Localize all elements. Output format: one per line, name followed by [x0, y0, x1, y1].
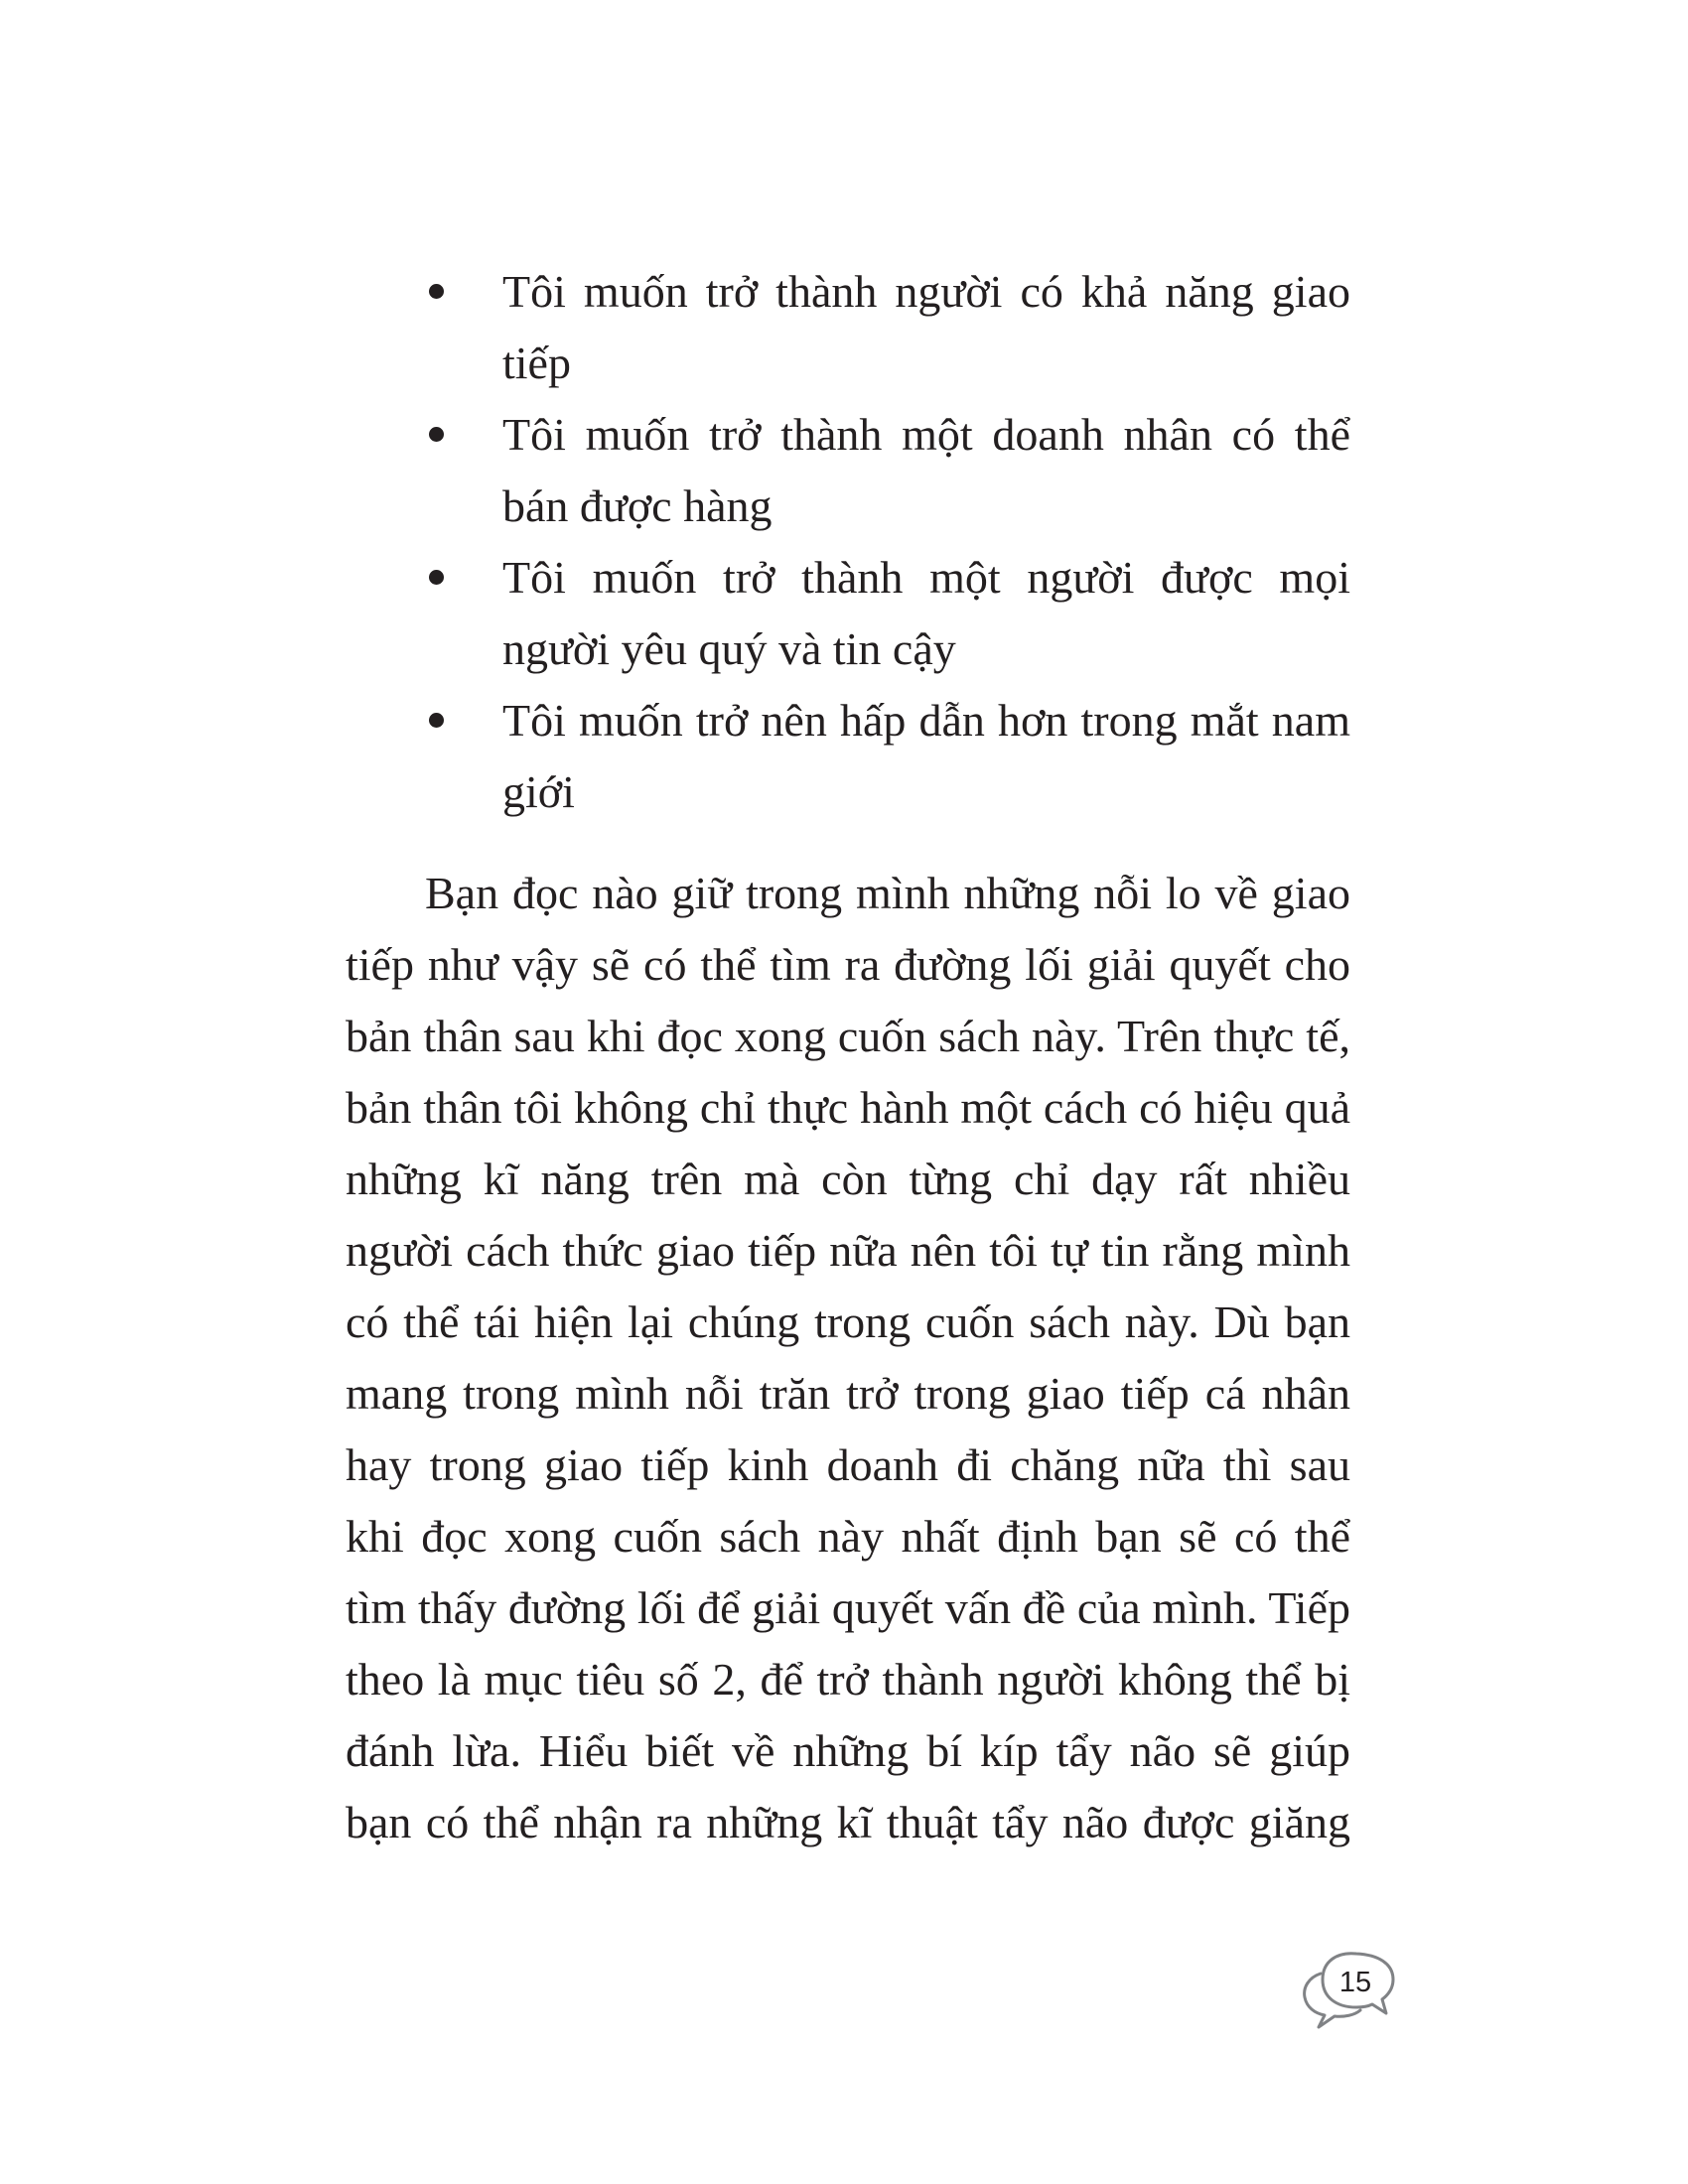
list-item [346, 542, 1350, 685]
page-number: 15 [1338, 1967, 1372, 1998]
list-item [346, 256, 1350, 399]
list-item-text: Tôi muốn trở thành người có khả năng giao tiếp [502, 266, 1350, 388]
list-item-text: Tôi muốn trở thành một doanh nhân có thể bán được hàng [502, 409, 1350, 531]
page-number-badge [1301, 1948, 1396, 2033]
body-paragraph: Bạn đọc nào giữ trong mình những nỗi lo về giao tiếp như vậy sẽ có thể tìm ra đường lối giải quyết cho bản thân sau khi đọc xong cuốn sách này. Trên thực tế, bản thân tôi không chỉ thực hành một cách có hiệu quả những kĩ năng trên mà còn từng chỉ dạy rất nhiều người cách thức giao tiếp nữa nên tôi tự tin rằng mình có thể tái hiện lại chúng trong cuốn sách này. Dù bạn mang trong mình nỗi trăn trở trong giao tiếp cá nhân hay trong giao tiếp kinh doanh đi chăng nữa thì sau khi đọc xong cuốn sách này nhất định bạn sẽ có thể tìm thấy đường lối để giải quyết vấn đề của mình. Tiếp theo là mục tiêu số 2, để trở thành người không thể bị đánh lừa. Hiểu biết về những bí kíp tẩy não sẽ giúp bạn có thể nhận ra những kĩ thuật tẩy não được giăng [346, 868, 1350, 1847]
list-item [346, 399, 1350, 542]
list-item-text: Tôi muốn trở nên hấp dẫn hơn trong mắt nam giới [502, 695, 1350, 817]
bullet-icon [429, 713, 444, 728]
list-item [346, 685, 1350, 828]
list-item-text: Tôi muốn trở thành một người được mọi người yêu quý và tin cậy [502, 552, 1350, 674]
page-body [346, 256, 1350, 1858]
bullet-icon [429, 570, 444, 585]
bullet-icon [429, 284, 444, 299]
bullet-list [346, 256, 1350, 828]
bullet-icon [429, 427, 444, 442]
